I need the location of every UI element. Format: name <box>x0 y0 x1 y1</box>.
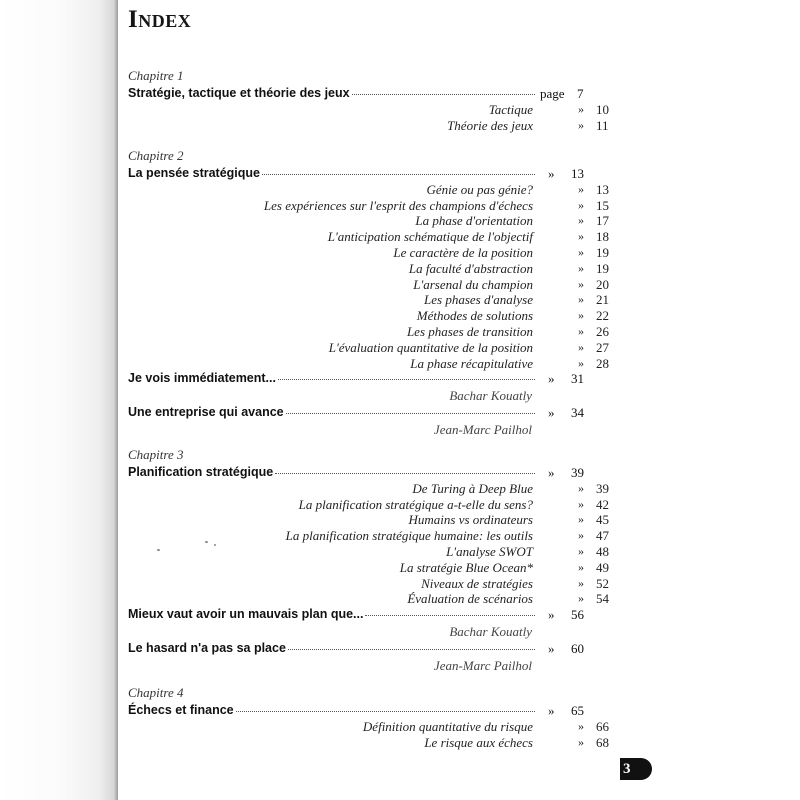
guillemet-marker: » <box>578 718 584 733</box>
entry-author: Jean-Marc Pailhol <box>433 421 532 437</box>
sub-page-number: 26 <box>596 324 609 339</box>
dot-leader <box>352 94 535 95</box>
sub-page-number: 49 <box>596 559 609 575</box>
guillemet-marker: » <box>578 260 584 275</box>
sub-page-number: 28 <box>596 355 609 371</box>
sub-page-number: 68 <box>596 734 609 750</box>
toc-main-entry[interactable] <box>128 86 584 101</box>
guillemet-marker: » <box>548 703 555 718</box>
sub-page-number: 22 <box>596 308 609 324</box>
toc-sub-entry[interactable]: Évaluation de scénarios <box>407 591 533 607</box>
guillemet-marker: » <box>578 101 584 116</box>
entry-page-number: 39 <box>571 465 584 480</box>
book-gutter-shadow <box>0 0 118 800</box>
dot-leader <box>275 473 535 474</box>
entry-page-number: 34 <box>571 405 584 420</box>
guillemet-marker: » <box>578 480 584 495</box>
sub-page-number: 42 <box>596 496 609 512</box>
sub-page-number: 13 <box>596 181 609 197</box>
toc-sub-entry[interactable]: Théorie des jeux <box>447 117 533 133</box>
chapter-label: Chapitre 4 <box>128 685 184 700</box>
scan-speck <box>157 549 160 551</box>
guillemet-marker: » <box>548 640 555 656</box>
entry-title: Stratégie, tactique et théorie des jeux <box>128 86 350 100</box>
guillemet-marker: » <box>548 465 555 480</box>
toc-sub-entry[interactable]: Le caractère de la position <box>393 245 533 260</box>
entry-page-number: 13 <box>571 166 584 181</box>
guillemet-marker: » <box>578 544 584 558</box>
guillemet-marker: » <box>578 276 584 291</box>
sub-page-number: 48 <box>596 544 609 559</box>
sub-page-number: 11 <box>596 117 609 133</box>
toc-sub-entry[interactable]: La phase récapitulative <box>410 355 533 371</box>
guillemet-marker: » <box>578 559 584 574</box>
dot-leader <box>262 174 535 175</box>
toc-sub-entry[interactable]: L'analyse SWOT <box>446 544 533 559</box>
guillemet-marker: » <box>548 607 555 623</box>
sub-page-number: 54 <box>596 591 609 607</box>
guillemet-marker: » <box>578 575 584 590</box>
toc-sub-entry[interactable]: La phase d'orientation <box>415 213 533 229</box>
sub-page-number: 18 <box>596 229 609 245</box>
guillemet-marker: » <box>578 591 584 606</box>
entry-title: La pensée stratégique <box>128 166 260 180</box>
sub-page-number: 10 <box>596 101 609 117</box>
sub-page-number: 47 <box>596 528 609 544</box>
sub-page-number: 20 <box>596 276 609 292</box>
dot-leader <box>286 413 535 414</box>
toc-sub-entry[interactable]: Les phases de transition <box>406 324 533 339</box>
toc-sub-entry[interactable]: Niveaux de stratégies <box>421 575 533 591</box>
toc-sub-entry[interactable]: L'évaluation quantitative de la position <box>328 339 533 355</box>
toc-main-entry[interactable] <box>128 465 584 480</box>
entry-author: Jean-Marc Pailhol <box>433 657 532 673</box>
guillemet-marker: » <box>548 166 555 181</box>
toc-sub-entry[interactable]: La planification stratégique a-t-elle du sens? <box>298 496 533 512</box>
sub-page-number: 66 <box>596 718 609 734</box>
sub-page-number: 17 <box>596 213 609 229</box>
guillemet-marker: » <box>578 197 584 212</box>
chapter-label: Chapitre 2 <box>128 148 184 163</box>
guillemet-marker: » <box>578 496 584 511</box>
guillemet-marker: » <box>578 308 584 323</box>
toc-sub-entry[interactable]: La planification stratégique humaine: les outils <box>285 528 533 544</box>
dot-leader <box>236 711 535 712</box>
scan-speck <box>214 544 216 546</box>
toc-main-entry[interactable] <box>128 166 584 181</box>
entry-title: Le hasard n'a pas sa place <box>128 640 286 655</box>
toc-main-entry[interactable] <box>128 607 584 623</box>
toc-main-entry[interactable] <box>128 371 584 387</box>
guillemet-marker: » <box>578 229 584 244</box>
chapter-label: Chapitre 1 <box>128 68 184 83</box>
guillemet-marker: » <box>578 355 584 370</box>
toc-sub-entry[interactable]: Définition quantitative du risque <box>362 718 533 734</box>
entry-title: Échecs et finance <box>128 703 234 717</box>
guillemet-marker: » <box>578 339 584 354</box>
dot-leader <box>365 615 535 616</box>
entry-page-number: 56 <box>571 607 584 623</box>
toc-sub-entry[interactable]: Les expériences sur l'esprit des champions d'échecs <box>263 197 533 213</box>
scan-speck <box>205 541 208 543</box>
page-word: page <box>540 86 565 101</box>
chapter-label: Chapitre 3 <box>128 447 184 462</box>
toc-sub-entry[interactable]: Humains vs ordinateurs <box>408 512 533 528</box>
entry-author: Bachar Kouatly <box>449 388 532 404</box>
guillemet-marker: » <box>578 181 584 196</box>
toc-sub-entry[interactable]: L'anticipation schématique de l'objectif <box>327 229 533 245</box>
entry-page-number: 60 <box>571 640 584 656</box>
guillemet-marker: » <box>578 324 584 338</box>
toc-sub-entry[interactable]: Tactique <box>488 101 533 117</box>
guillemet-marker: » <box>578 512 584 527</box>
toc-sub-entry[interactable]: La faculté d'abstraction <box>408 260 533 276</box>
entry-title: Une entreprise qui avance <box>128 405 284 419</box>
guillemet-marker: » <box>578 292 584 307</box>
guillemet-marker: » <box>548 371 555 387</box>
entry-title: Planification stratégique <box>128 465 274 479</box>
guillemet-marker: » <box>578 734 584 749</box>
sub-page-number: 21 <box>596 292 609 308</box>
sub-page-number: 15 <box>596 197 609 213</box>
sub-page-number: 45 <box>596 512 609 528</box>
page-title: Index <box>128 6 192 33</box>
entry-page-number: 31 <box>571 371 584 387</box>
toc-sub-entry[interactable]: Le risque aux échecs <box>424 734 533 750</box>
toc-main-entry[interactable] <box>128 703 584 718</box>
toc-main-entry[interactable] <box>128 405 584 420</box>
entry-page-number: 65 <box>571 703 584 718</box>
toc-sub-entry[interactable]: Génie ou pas génie? <box>426 181 533 197</box>
sub-page-number: 39 <box>596 480 609 496</box>
sub-page-number: 52 <box>596 575 609 591</box>
page-number: 3 <box>623 761 631 777</box>
dot-leader <box>288 649 535 650</box>
sub-page-number: 19 <box>596 245 609 260</box>
toc-main-entry[interactable] <box>128 640 584 656</box>
guillemet-marker: » <box>578 245 584 259</box>
entry-page-number: 7 <box>577 86 584 101</box>
toc-sub-entry[interactable]: De Turing à Deep Blue <box>412 480 533 496</box>
dot-leader <box>278 379 535 380</box>
toc-sub-entry[interactable]: Les phases d'analyse <box>424 292 533 308</box>
toc-sub-entry[interactable]: Méthodes de solutions <box>416 308 533 324</box>
sub-page-number: 19 <box>596 260 609 276</box>
guillemet-marker: » <box>548 405 555 420</box>
entry-title: Je vois immédiatement... <box>128 371 276 386</box>
toc-sub-entry[interactable]: La stratégie Blue Ocean* <box>399 559 533 575</box>
page-number-tab <box>620 758 652 780</box>
guillemet-marker: » <box>578 528 584 543</box>
entry-author: Bachar Kouatly <box>449 624 532 639</box>
entry-title: Mieux vaut avoir un mauvais plan que... <box>128 607 364 622</box>
sub-page-number: 27 <box>596 339 609 355</box>
toc-sub-entry[interactable]: L'arsenal du champion <box>413 276 533 292</box>
guillemet-marker: » <box>578 117 584 132</box>
guillemet-marker: » <box>578 213 584 228</box>
